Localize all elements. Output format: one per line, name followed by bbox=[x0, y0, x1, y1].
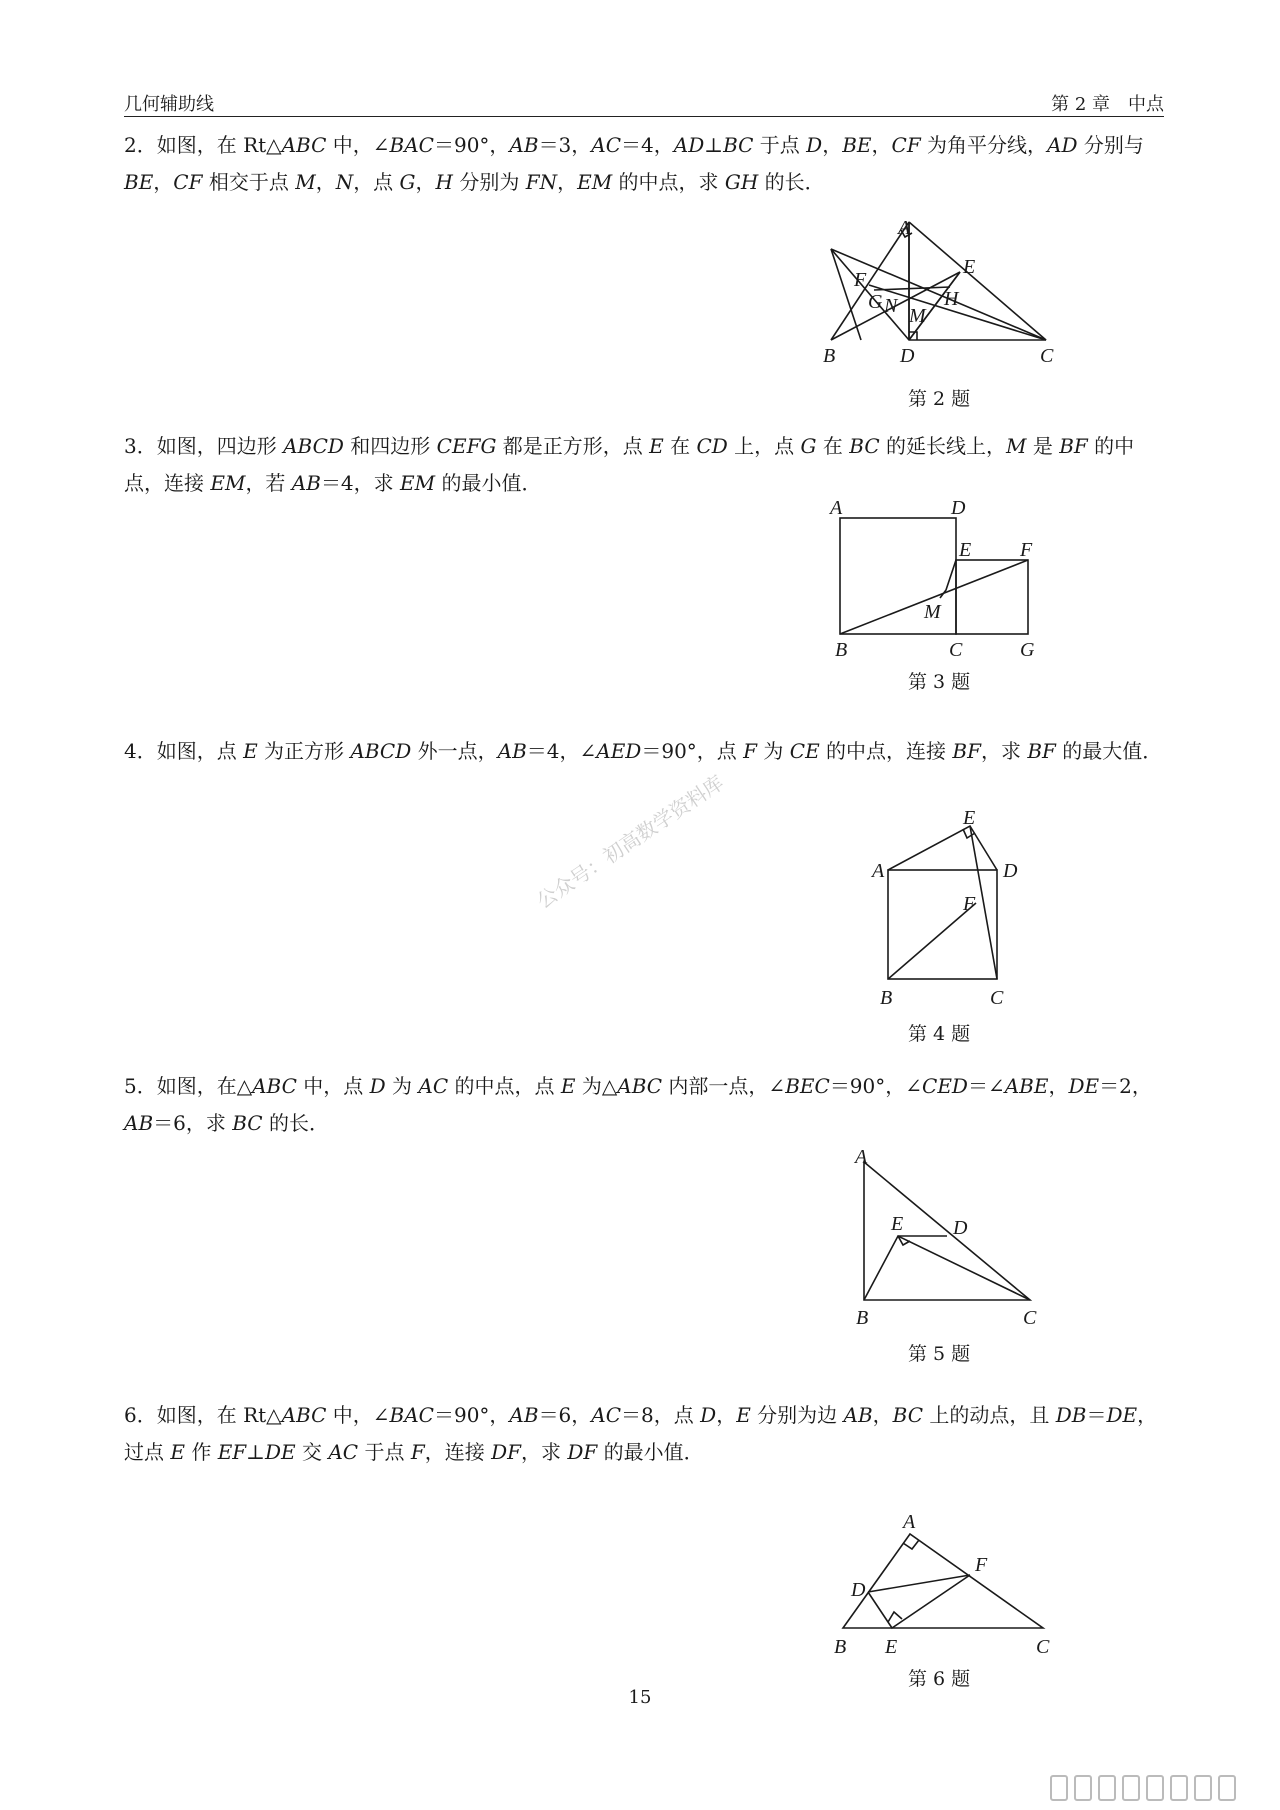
text-run: ，求 bbox=[520, 1440, 568, 1464]
fig4-label-F: F bbox=[963, 893, 976, 915]
text-run: 分别与 bbox=[1077, 133, 1144, 157]
text-run: ＝4， bbox=[621, 133, 674, 157]
fig6-label-F: F bbox=[975, 1554, 988, 1576]
math-variable: M bbox=[1005, 434, 1027, 458]
text-run: 上，点 bbox=[727, 434, 801, 458]
math-variable: E bbox=[560, 1074, 576, 1098]
math-variable: BF bbox=[952, 739, 981, 763]
fig2-label-A: A bbox=[898, 217, 911, 239]
text-run: ＝90°，点 bbox=[641, 739, 744, 763]
math-variable: CED bbox=[922, 1074, 968, 1098]
fig4-label-A: A bbox=[872, 860, 885, 882]
fig2-label-H: H bbox=[944, 288, 959, 310]
math-variable: BF bbox=[1059, 434, 1088, 458]
text-run: ，连接 bbox=[424, 1440, 492, 1464]
text-run: ＝4，求 bbox=[320, 471, 401, 495]
fig4-label-C: C bbox=[990, 987, 1004, 1009]
math-variable: BEC bbox=[785, 1074, 830, 1098]
math-variable: DB bbox=[1055, 1403, 1087, 1427]
text-run: ， bbox=[557, 170, 578, 194]
math-variable: ABC bbox=[281, 133, 327, 157]
fig3-label-F: F bbox=[1020, 539, 1033, 561]
figure-3-caption: 第 3 题 bbox=[908, 671, 971, 693]
text-run: ，若 bbox=[245, 471, 292, 495]
text-run: 3．如图，四边形 bbox=[124, 434, 284, 458]
text-run: ， bbox=[822, 133, 843, 157]
bar-icon bbox=[1218, 1775, 1236, 1801]
text-run: 的中点，求 bbox=[612, 170, 725, 194]
text-run: 的长． bbox=[262, 1111, 329, 1135]
text-run: ＝2， bbox=[1099, 1074, 1152, 1098]
text-run: 为 bbox=[385, 1074, 419, 1098]
math-variable: G bbox=[800, 434, 817, 458]
fig6-label-A: A bbox=[903, 1511, 916, 1533]
text-run: 6．如图，在 Rt△ bbox=[124, 1403, 282, 1427]
text-run: ＝ bbox=[1086, 1403, 1107, 1427]
math-variable: BAC bbox=[389, 1403, 434, 1427]
text-run: 中，∠ bbox=[326, 1403, 390, 1427]
math-variable: BF bbox=[1027, 739, 1056, 763]
text-run: 的最大值． bbox=[1055, 739, 1163, 763]
text-run: 中，点 bbox=[296, 1074, 370, 1098]
math-variable: EM bbox=[400, 471, 436, 495]
fig3-label-A: A bbox=[830, 497, 843, 519]
math-variable: BC bbox=[723, 133, 754, 157]
math-variable: ABC bbox=[281, 1403, 327, 1427]
text-run: ＝4，∠ bbox=[526, 739, 597, 763]
fig2-label-F: F bbox=[854, 269, 867, 291]
fig2-label-M: M bbox=[909, 305, 926, 327]
math-variable: F bbox=[743, 739, 758, 763]
text-run: ＝6，求 bbox=[153, 1111, 233, 1135]
math-variable: AC bbox=[418, 1074, 449, 1098]
bar-icon bbox=[1122, 1775, 1140, 1801]
text-run: 为△ bbox=[575, 1074, 618, 1098]
math-variable: M bbox=[295, 170, 316, 194]
text-run: 4．如图，点 bbox=[124, 739, 244, 763]
problem-4-text bbox=[124, 733, 1164, 770]
text-run: 的最小值． bbox=[597, 1440, 704, 1464]
math-variable: E bbox=[243, 739, 258, 763]
text-run: ， bbox=[716, 1403, 737, 1427]
bar-icon bbox=[1098, 1775, 1116, 1801]
math-variable: ABC bbox=[617, 1074, 663, 1098]
corner-icons bbox=[1050, 1773, 1260, 1803]
bar-icon bbox=[1194, 1775, 1212, 1801]
text-run: ＝6， bbox=[538, 1403, 592, 1427]
text-run: ，点 bbox=[353, 170, 400, 194]
math-variable: AC bbox=[591, 133, 622, 157]
math-variable: H bbox=[435, 170, 453, 194]
math-variable: D bbox=[700, 1403, 717, 1427]
math-variable: E bbox=[170, 1440, 185, 1464]
fig4-label-D: D bbox=[1003, 860, 1018, 882]
problem-3-text bbox=[124, 428, 1164, 502]
math-variable: EF bbox=[217, 1440, 247, 1464]
math-variable: CE bbox=[789, 739, 820, 763]
text-run: 分别为 bbox=[452, 170, 526, 194]
fig6-label-D: D bbox=[851, 1579, 866, 1601]
fig3-label-E: E bbox=[959, 539, 972, 561]
math-variable: AC bbox=[328, 1440, 359, 1464]
fig3-label-G: G bbox=[1020, 639, 1035, 661]
text-run: 相交于点 bbox=[202, 170, 296, 194]
text-run: 外一点， bbox=[411, 739, 498, 763]
fig3-label-B: B bbox=[835, 639, 848, 661]
text-run: 于点 bbox=[358, 1440, 411, 1464]
math-variable: DE bbox=[264, 1440, 296, 1464]
text-run: 和四边形 bbox=[343, 434, 437, 458]
watermark: 公众号：初高数学资料库 bbox=[532, 770, 729, 914]
math-variable: DE bbox=[1068, 1074, 1100, 1098]
bar-icon bbox=[1170, 1775, 1188, 1801]
math-variable: BC bbox=[232, 1111, 263, 1135]
math-variable: E bbox=[649, 434, 664, 458]
fig5-label-D: D bbox=[953, 1217, 968, 1239]
problem-2-text bbox=[124, 127, 1164, 201]
math-variable: DF bbox=[567, 1440, 598, 1464]
fig3-label-C: C bbox=[949, 639, 963, 661]
bar-icon bbox=[1050, 1775, 1068, 1801]
text-run: ＝8，点 bbox=[621, 1403, 701, 1427]
math-variable: EM bbox=[577, 170, 613, 194]
text-run: ⊥ bbox=[246, 1440, 265, 1464]
header-book-title: 几何辅助线 bbox=[124, 94, 214, 115]
header-chapter: 第 2 章 中点 bbox=[1051, 94, 1164, 115]
text-run: 为角平分线， bbox=[920, 133, 1048, 157]
math-variable: D bbox=[369, 1074, 386, 1098]
math-variable: CF bbox=[891, 133, 921, 157]
text-run: ， bbox=[315, 170, 336, 194]
fig2-label-C: C bbox=[1040, 345, 1054, 367]
math-variable: AB bbox=[124, 1111, 154, 1135]
fig5-label-B: B bbox=[856, 1307, 869, 1329]
math-variable: AB bbox=[509, 1403, 539, 1427]
math-variable: AC bbox=[591, 1403, 622, 1427]
text-run: 中，∠ bbox=[326, 133, 390, 157]
text-run: 2．如图，在 Rt△ bbox=[124, 133, 282, 157]
problem-5-text bbox=[124, 1068, 1164, 1142]
fig3-label-M: M bbox=[924, 601, 941, 623]
math-variable: AD bbox=[673, 133, 705, 157]
math-variable: BC bbox=[849, 434, 880, 458]
fig2-label-N: N bbox=[884, 295, 898, 317]
math-variable: AD bbox=[1047, 133, 1078, 157]
math-variable: FN bbox=[525, 170, 558, 194]
text-run: 交 bbox=[295, 1440, 329, 1464]
fig2-label-E: E bbox=[963, 256, 976, 278]
fig6-label-C: C bbox=[1036, 1636, 1050, 1658]
figure-4-caption: 第 4 题 bbox=[908, 1023, 971, 1045]
text-run: 内部一点，∠ bbox=[662, 1074, 786, 1098]
text-run: ，过点 bbox=[124, 1403, 1158, 1464]
text-run: 在 bbox=[816, 434, 850, 458]
math-variable: GH bbox=[724, 170, 759, 194]
fig5-label-A: A bbox=[855, 1146, 868, 1168]
bar-icon bbox=[1074, 1775, 1092, 1801]
math-variable: CF bbox=[173, 170, 203, 194]
text-run: ＝90°， bbox=[433, 133, 510, 157]
math-variable: DF bbox=[491, 1440, 521, 1464]
math-variable: G bbox=[399, 170, 416, 194]
math-variable: CEFG bbox=[436, 434, 497, 458]
figure-6-caption: 第 6 题 bbox=[908, 1668, 971, 1690]
math-variable: AB bbox=[497, 739, 527, 763]
math-variable: AB bbox=[843, 1403, 873, 1427]
math-variable: F bbox=[410, 1440, 425, 1464]
problem-6-text bbox=[124, 1397, 1164, 1471]
fig4-label-E: E bbox=[963, 807, 976, 829]
page-number: 15 bbox=[628, 1687, 652, 1708]
bar-icon bbox=[1146, 1775, 1164, 1801]
fig5-label-C: C bbox=[1023, 1307, 1037, 1329]
text-run: ＝3， bbox=[538, 133, 592, 157]
math-variable: ABC bbox=[252, 1074, 297, 1098]
fig2-label-G: G bbox=[868, 291, 883, 313]
math-variable: AB bbox=[291, 471, 321, 495]
text-run: 的长． bbox=[758, 170, 825, 194]
text-run: 的中点，连接 bbox=[124, 434, 1135, 495]
math-variable: BAC bbox=[389, 133, 434, 157]
math-variable: D bbox=[806, 133, 823, 157]
text-run: 为正方形 bbox=[257, 739, 351, 763]
math-variable: ABCD bbox=[283, 434, 344, 458]
fig2-label-D: D bbox=[900, 345, 915, 367]
fig3-label-D: D bbox=[951, 497, 966, 519]
math-variable: EM bbox=[210, 471, 246, 495]
text-run: 的延长线上， bbox=[879, 434, 1006, 458]
fig2-label-B: B bbox=[823, 345, 836, 367]
text-run: ＝∠ bbox=[967, 1074, 1005, 1098]
text-run: ， bbox=[871, 133, 892, 157]
math-variable: N bbox=[335, 170, 354, 194]
math-variable: CD bbox=[696, 434, 728, 458]
text-run: 上的动点，且 bbox=[923, 1403, 1056, 1427]
text-run: ⊥ bbox=[704, 133, 724, 157]
figure-2-drawing bbox=[831, 222, 1046, 340]
math-variable: BC bbox=[892, 1403, 924, 1427]
fig4-label-B: B bbox=[880, 987, 893, 1009]
figure-5-caption: 第 5 题 bbox=[908, 1343, 971, 1365]
text-run: ＝90°， bbox=[433, 1403, 510, 1427]
text-run: 的中点，点 bbox=[448, 1074, 561, 1098]
text-run: ， bbox=[1048, 1074, 1069, 1098]
math-variable: DE bbox=[1106, 1403, 1138, 1427]
math-variable: AED bbox=[596, 739, 642, 763]
text-run: 5．如图，在△ bbox=[124, 1074, 253, 1098]
text-run: 是 bbox=[1026, 434, 1060, 458]
fig6-label-E: E bbox=[885, 1636, 898, 1658]
text-run: ， bbox=[153, 170, 174, 194]
math-variable: BE bbox=[124, 170, 154, 194]
math-variable: ABCD bbox=[350, 739, 412, 763]
page-header bbox=[124, 90, 1164, 117]
text-run: 都是正方形，点 bbox=[496, 434, 650, 458]
text-run: ＝90°，∠ bbox=[829, 1074, 923, 1098]
text-run: 于点 bbox=[753, 133, 807, 157]
text-run: 的中点，连接 bbox=[819, 739, 953, 763]
text-run: ， bbox=[872, 1403, 893, 1427]
figure-2-caption: 第 2 题 bbox=[908, 388, 971, 410]
text-run: 分别为边 bbox=[750, 1403, 844, 1427]
text-run: ， bbox=[415, 170, 436, 194]
math-variable: BE bbox=[842, 133, 872, 157]
math-variable: E bbox=[736, 1403, 751, 1427]
fig6-label-B: B bbox=[834, 1636, 847, 1658]
math-variable: ABE bbox=[1004, 1074, 1049, 1098]
text-run: 作 bbox=[184, 1440, 218, 1464]
fig5-label-E: E bbox=[891, 1213, 904, 1235]
text-run: 为 bbox=[757, 739, 790, 763]
math-variable: AB bbox=[509, 133, 539, 157]
text-run: ，求 bbox=[980, 739, 1028, 763]
text-run: 在 bbox=[663, 434, 697, 458]
text-run: 的最小值． bbox=[435, 471, 542, 495]
